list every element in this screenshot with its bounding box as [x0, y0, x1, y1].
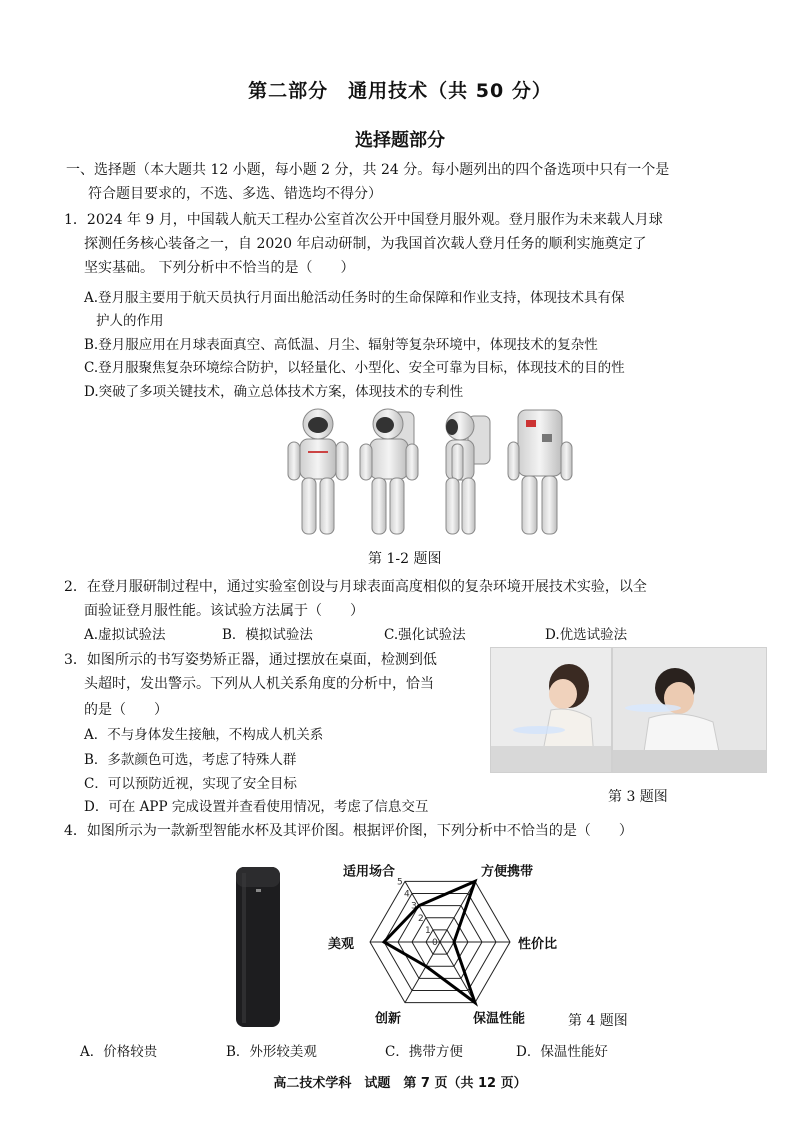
radar-tick-4: 4 — [404, 889, 410, 900]
radar-label-3: 保温性能 — [473, 1011, 526, 1027]
q2-option-c: C.强化试验法 — [384, 627, 466, 643]
posture-corrector-photo-girl — [490, 647, 612, 773]
q3-option-a: A．不与身体发生接触，不构成人机关系 — [84, 727, 324, 743]
q1-option-c: C.登月服聚焦复杂环境综合防护，以轻量化、小型化、安全可靠为目标，体现技术的目的性 — [84, 360, 625, 376]
radar-label-5: 美观 — [328, 937, 355, 952]
q4-option-a: A．价格较贵 — [80, 1044, 158, 1060]
q1-option-a-line2: 护人的作用 — [96, 313, 164, 329]
radar-tick-1: 1 — [425, 925, 431, 936]
radar-axes — [370, 881, 510, 1002]
q3-line3: 的是（ ） — [84, 702, 168, 718]
q3-option-c: C．可以预防近视，实现了安全目标 — [84, 776, 297, 792]
radar-label-1: 方便携带 — [481, 864, 534, 880]
radar-tick-0: 0 — [432, 938, 438, 948]
posture-corrector-photo-boy — [612, 647, 767, 773]
section-instruction-line1: 一、选择题（本大题共 12 小题，每小题 2 分，共 24 分。每小题列出的四个备选项中只有一个是 — [66, 162, 670, 178]
section-subtitle: 选择题部分 — [355, 130, 445, 151]
spacesuit-figure — [280, 402, 580, 542]
radar-label-4: 创新 — [375, 1011, 402, 1027]
figure-4-caption: 第 4 题图 — [568, 1013, 628, 1029]
spacesuit-front-view — [288, 409, 348, 534]
spacesuit-side-view — [446, 412, 490, 534]
q1-line2: 探测任务核心装备之一，自 2020 年启动研制，为我国首次载人登月任务的顺利实施奠定了 — [84, 236, 647, 252]
radar-tick-labels — [397, 877, 438, 948]
smart-cup-image — [232, 865, 284, 1030]
q1-option-b: B.登月服应用在月球表面真空、高低温、月尘、辐射等复杂环境中，体现技术的复杂性 — [84, 337, 598, 353]
figure-1-2-caption: 第 1-2 题图 — [368, 551, 442, 567]
q1-option-d: D.突破了多项关键技术，确立总体技术方案，体现技术的专利性 — [84, 384, 464, 400]
q4-option-c: C．携带方便 — [385, 1044, 463, 1060]
spacesuit-back-view — [508, 410, 572, 534]
q4-line1: 4．如图所示为一款新型智能水杯及其评价图。根据评价图，下列分析中不恰当的是（ ） — [64, 823, 633, 839]
evaluation-radar-chart — [310, 842, 610, 1037]
radar-axis-line-0 — [405, 881, 440, 942]
q2-option-b: B．模拟试验法 — [222, 627, 313, 643]
radar-label-2: 性价比 — [518, 937, 558, 952]
q1-option-a-line1: A.登月服主要用于航天员执行月面出舱活动任务时的生命保障和作业支持，体现技术具有保 — [84, 290, 625, 306]
q1-line1: 1．2024 年 9 月，中国载人航天工程办公室首次公开中国登月服外观。登月服作为未来载人月球 — [64, 212, 663, 228]
q3-line1: 3．如图所示的书写姿势矫正器，通过摆放在桌面，检测到低 — [64, 652, 437, 668]
figure-3-caption: 第 3 题图 — [608, 789, 668, 805]
section-instruction-line2: 符合题目要求的，不选、多选、错选均不得分） — [88, 186, 382, 202]
page-title: 第二部分 通用技术（共 50 分） — [248, 80, 552, 102]
q3-option-d: D．可在 APP 完成设置并查看使用情况，考虑了信息交互 — [84, 799, 429, 815]
page-footer: 高二技术学科 试题 第 7 页（共 12 页） — [273, 1076, 527, 1091]
radar-label-0: 适用场合 — [343, 864, 396, 880]
q2-option-a: A.虚拟试验法 — [84, 627, 166, 643]
q2-line1: 2．在登月服研制过程中，通过实验室创设与月球表面高度相似的复杂环境开展技术实验，以全 — [64, 579, 647, 595]
radar-tick-5: 5 — [397, 877, 403, 888]
q4-option-d: D．保温性能好 — [516, 1044, 608, 1060]
q3-line2: 头超时，发出警示。下列从人机关系角度的分析中，恰当 — [84, 676, 434, 692]
spacesuit-angle-view — [360, 409, 418, 534]
radar-tick-3: 3 — [411, 901, 417, 912]
q2-option-d: D.优选试验法 — [545, 627, 628, 643]
q4-option-b: B．外形较美观 — [226, 1044, 317, 1060]
q3-option-b: B．多款颜色可选，考虑了特殊人群 — [84, 752, 297, 768]
q1-line3: 坚实基础。 下列分析中不恰当的是（ ） — [84, 260, 355, 276]
q2-line2: 面验证登月服性能。该试验方法属于（ ） — [84, 603, 364, 619]
radar-tick-2: 2 — [418, 913, 424, 924]
